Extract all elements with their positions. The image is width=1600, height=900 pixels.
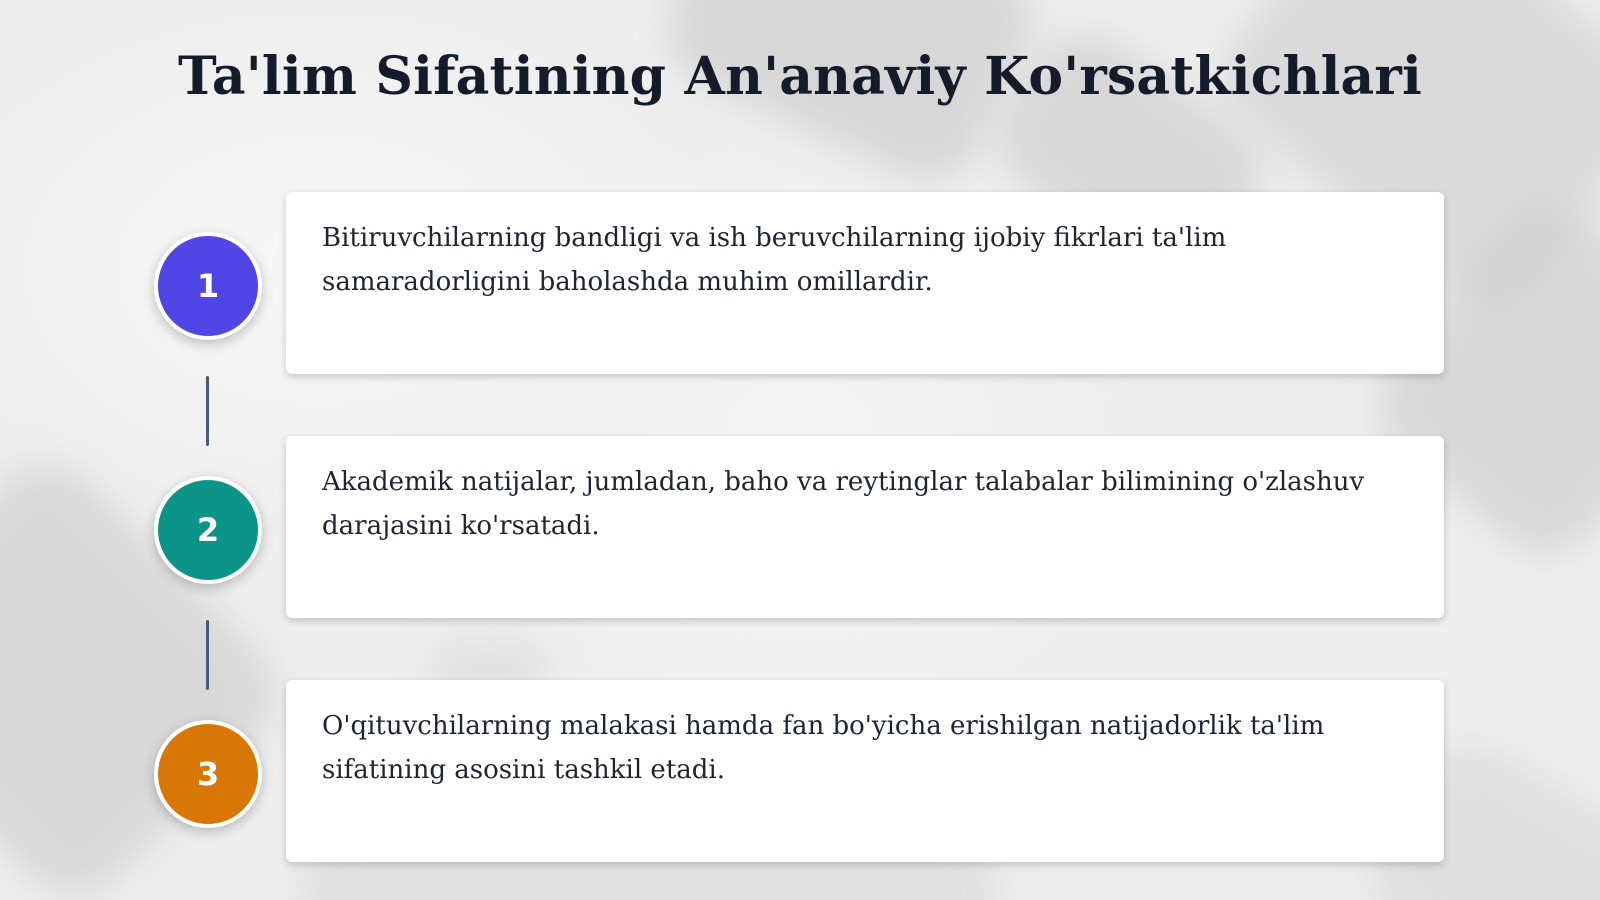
step-text: Akademik natijalar, jumladan, baho va reytinglar talabalar bilimining o'zlashuv darajasini ko'rsatadi. [322, 467, 1365, 541]
step-card-1 [286, 192, 1444, 374]
step-number-badge-2 [154, 476, 262, 584]
step-card-2 [286, 436, 1444, 618]
step-card-3 [286, 680, 1444, 862]
timeline-connector [206, 620, 209, 690]
step-number-badge-3 [154, 720, 262, 828]
timeline-connector [206, 376, 209, 446]
step-number: 3 [196, 755, 220, 793]
step-text: Bitiruvchilarning bandligi va ish beruvchilarning ijobiy fikrlari ta'lim samaradorligini baholashda muhim omillardir. [322, 223, 1227, 297]
step-number: 1 [196, 267, 220, 305]
step-number: 2 [196, 511, 220, 549]
slide-title: Ta'lim Sifatining An'anaviy Ko'rsatkichlari [178, 46, 1422, 107]
step-number-badge-1 [154, 232, 262, 340]
step-text: O'qituvchilarning malakasi hamda fan bo'yicha erishilgan natijadorlik ta'lim sifatining asosini tashkil etadi. [322, 711, 1325, 785]
